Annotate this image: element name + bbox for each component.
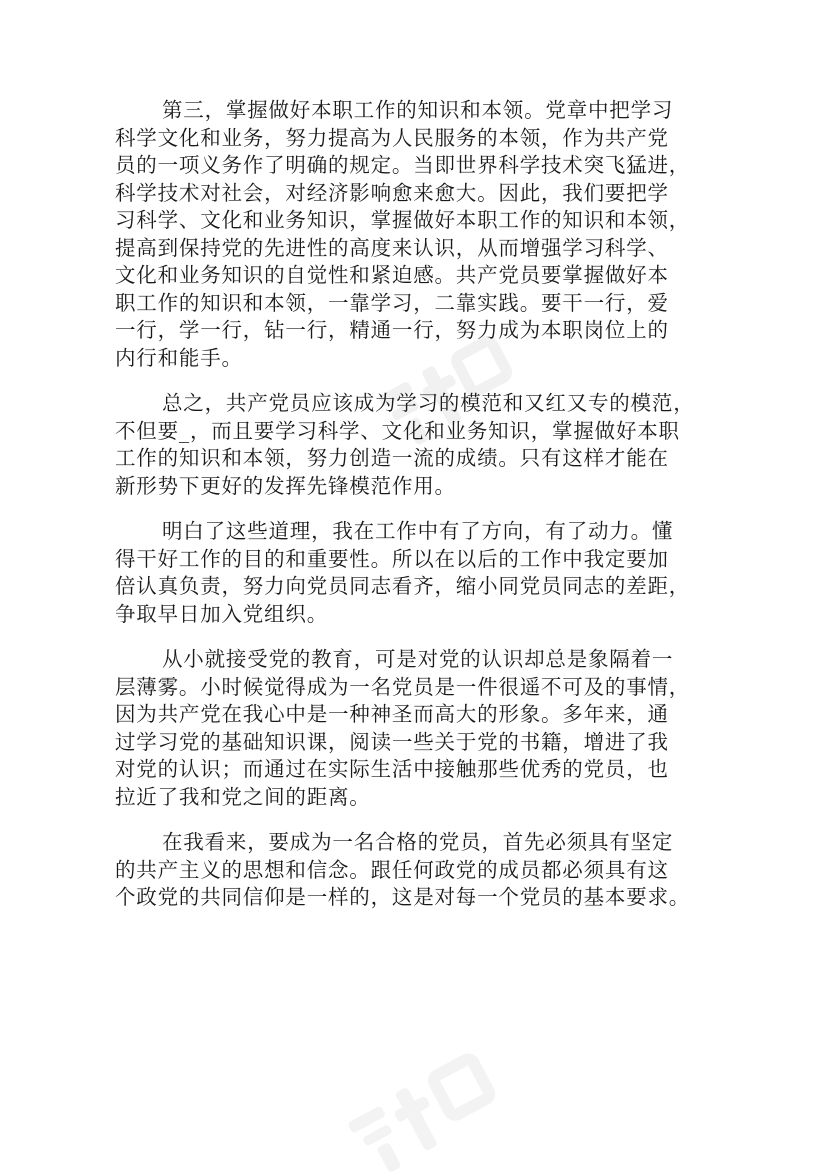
paragraph-line: 新形势下更好的发挥先锋模范作用。 <box>115 473 456 498</box>
paragraph-3 <box>115 518 735 628</box>
paragraph-2 <box>115 390 735 500</box>
paragraph-line: 职工作的知识和本领，一靠学习，二靠实践。要干一行，爱 <box>115 290 669 315</box>
paragraph-line: 内行和能手。 <box>115 345 243 370</box>
paragraph-line: 得干好工作的目的和重要性。所以在以后的工作中我定要加 <box>115 546 669 571</box>
paragraph-line: 从小就接受党的教育，可是对党的认识却总是象隔着一 <box>162 647 674 671</box>
paragraph-line: 层薄雾。小时候觉得成为一名党员是一件很遥不可及的事情， <box>115 674 691 699</box>
paragraph-line: 明白了这些道理，我在工作中有了方向，有了动力。懂 <box>162 519 674 543</box>
paragraph-line: 争取早日加入党组织。 <box>115 601 328 626</box>
document-body <box>115 97 735 930</box>
paragraph-line: 因为共产党在我心中是一种神圣而高大的形象。多年来，通 <box>115 702 669 726</box>
paragraph-line: 对党的认识；而通过在实际生活中接触那些优秀的党员，也 <box>115 757 669 781</box>
paragraph-line: 科学技术对社会，对经济影响愈来愈大。因此，我们要把学 <box>115 180 669 205</box>
paragraph-line: 第三，掌握做好本职工作的知识和本领。党章中把学习 <box>162 98 674 122</box>
paragraph-line: 提高到保持党的先进性的高度来认识，从而增强学习科学、 <box>115 235 669 260</box>
paragraph-4 <box>115 646 735 811</box>
paragraph-line: 习科学、文化和业务知识，掌握做好本职工作的知识和本领， <box>115 208 691 232</box>
paragraph-line: 员的一项义务作了明确的规定。当即世界科学技术突飞猛进， <box>115 153 691 177</box>
paragraph-line: 工作的知识和本领，努力创造一流的成绩。只有这样才能在 <box>115 446 669 470</box>
paragraph-line: 过学习党的基础知识课，阅读一些关于党的书籍，增进了我 <box>115 729 669 754</box>
paragraph-5 <box>115 829 735 912</box>
paragraph-line: 一行，学一行，钻一行，精通一行，努力成为本职岗位上的 <box>115 318 669 342</box>
paragraph-line: 文化和业务知识的自觉性和紧迫感。共产党员要掌握做好本 <box>115 263 669 287</box>
paragraph-line: 拉近了我和党之间的距离。 <box>115 784 371 809</box>
paragraph-line: 个政党的共同信仰是一样的，这是对每一个党员的基本要求。 <box>115 885 691 909</box>
paragraph-1 <box>115 97 735 372</box>
paragraph-line: 在我看来，要成为一名合格的党员，首先必须具有坚定 <box>162 830 674 854</box>
paragraph-line: 总之，共产党员应该成为学习的模范和又红又专的模范， <box>162 391 695 415</box>
watermark-stamp-icon <box>330 1045 520 1175</box>
paragraph-line: 科学文化和业务，努力提高为人民服务的本领，作为共产党 <box>115 125 669 150</box>
paragraph-line: 不但要_，而且要学习科学、文化和业务知识，掌握做好本职 <box>115 418 680 443</box>
paragraph-line: 倍认真负责，努力向党员同志看齐，缩小同党员同志的差距， <box>115 574 691 598</box>
paragraph-line: 的共产主义的思想和信念。跟任何政党的成员都必须具有这 <box>115 857 669 882</box>
